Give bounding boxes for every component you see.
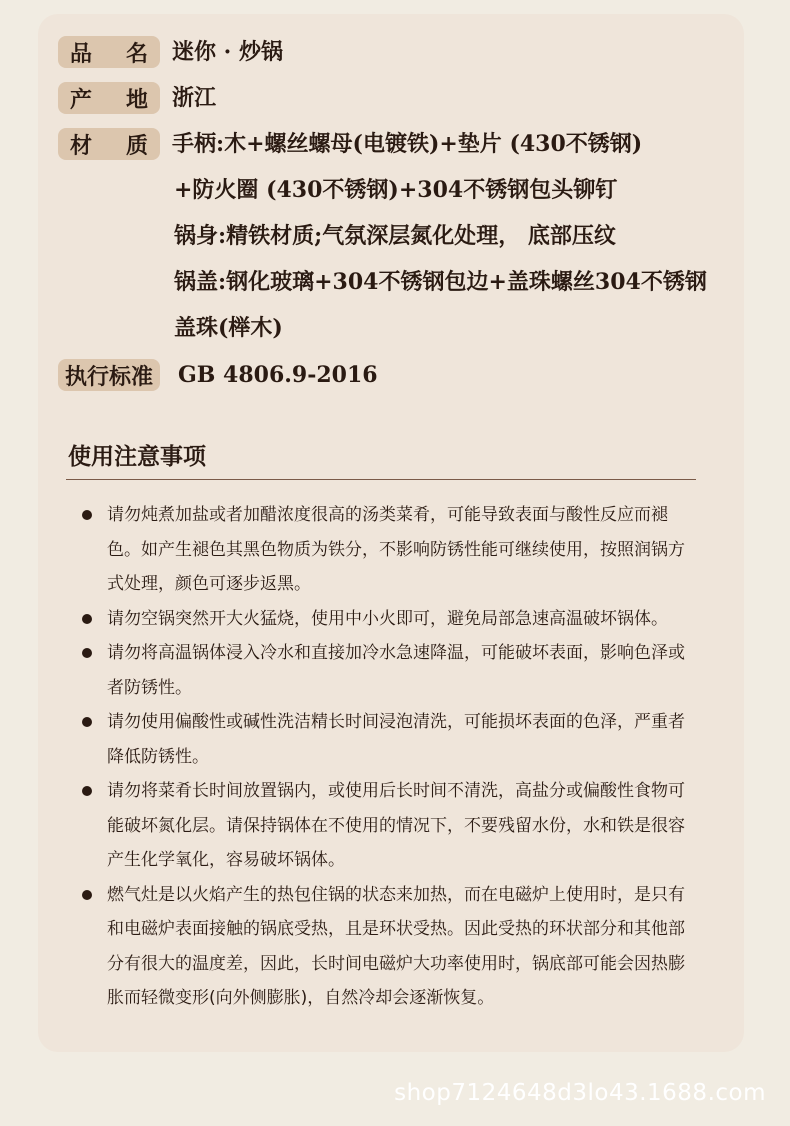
spec-label-material: 材 质: [58, 128, 160, 160]
bullet-icon: [82, 786, 92, 796]
spec-value-origin: 浙江: [172, 85, 217, 111]
material-line: 锅盖:钢化玻璃+304不锈钢包边+盖珠螺丝304不锈钢: [174, 269, 707, 295]
notes-title: 使用注意事项: [68, 443, 206, 470]
list-item: 请勿使用偏酸性或碱性洗洁精长时间浸泡清洗，可能损坏表面的色泽，严重者降低防锈性。: [78, 705, 698, 774]
spec-value-standard: GB 4806.9-2016: [178, 362, 378, 388]
list-item: 请勿炖煮加盐或者加醋浓度很高的汤类菜肴，可能导致表面与酸性反应而褪色。如产生褪色其黑色物质为铁分，不影响防锈性能可继续使用，按照润锅方式处理，颜色可逐步返黑。: [78, 498, 698, 602]
material-line: 盖珠(榉木): [174, 315, 283, 341]
divider: [66, 479, 696, 480]
list-item: 请勿将菜肴长时间放置锅内，或使用后长时间不清洗，高盐分或偏酸性食物可能破坏氮化层。请保持锅体在不使用的情况下，不要残留水份，水和铁是很容产生化学氧化，容易破坏锅体。: [78, 774, 698, 878]
bullet-icon: [82, 648, 92, 658]
spec-value-material: 手柄:木+螺丝螺母(电镀铁)+垫片 (430不锈钢): [172, 131, 643, 157]
bullet-icon: [82, 717, 92, 727]
list-item: 请勿空锅突然开大火猛烧，使用中小火即可，避免局部急速高温破坏锅体。: [78, 602, 698, 637]
spec-label-standard: 执行标准: [58, 359, 160, 391]
watermark: shop7124648d3lo43.1688.com: [394, 1080, 766, 1106]
spec-row-name: [58, 36, 283, 68]
spec-row-standard: [58, 359, 378, 391]
spec-row-material: [58, 128, 642, 160]
spec-label-origin: 产 地: [58, 82, 160, 114]
bullet-icon: [82, 890, 92, 900]
notes-list: [78, 498, 698, 1016]
bullet-icon: [82, 510, 92, 520]
spec-card: [38, 14, 744, 1052]
spec-value-name: 迷你 · 炒锅: [172, 39, 283, 65]
bullet-icon: [82, 614, 92, 624]
list-item: 燃气灶是以火焰产生的热包住锅的状态来加热，而在电磁炉上使用时，是只有和电磁炉表面接触的锅底受热，且是环状受热。因此受热的环状部分和其他部分有很大的温度差，因此，长时间电磁炉大功率使用时，锅底部可能会因热膨胀而轻微变形(向外侧膨胀)，自然冷却会逐渐恢复。: [78, 878, 698, 1016]
list-item: 请勿将高温锅体浸入冷水和直接加冷水急速降温，可能破坏表面，影响色泽或者防锈性。: [78, 636, 698, 705]
material-line: +防火圈 (430不锈钢)+304不锈钢包头铆钉: [174, 177, 618, 203]
material-line: 锅身:精铁材质;气氛深层氮化处理， 底部压纹: [174, 223, 616, 249]
spec-row-origin: [58, 82, 216, 114]
spec-label-name: 品 名: [58, 36, 160, 68]
